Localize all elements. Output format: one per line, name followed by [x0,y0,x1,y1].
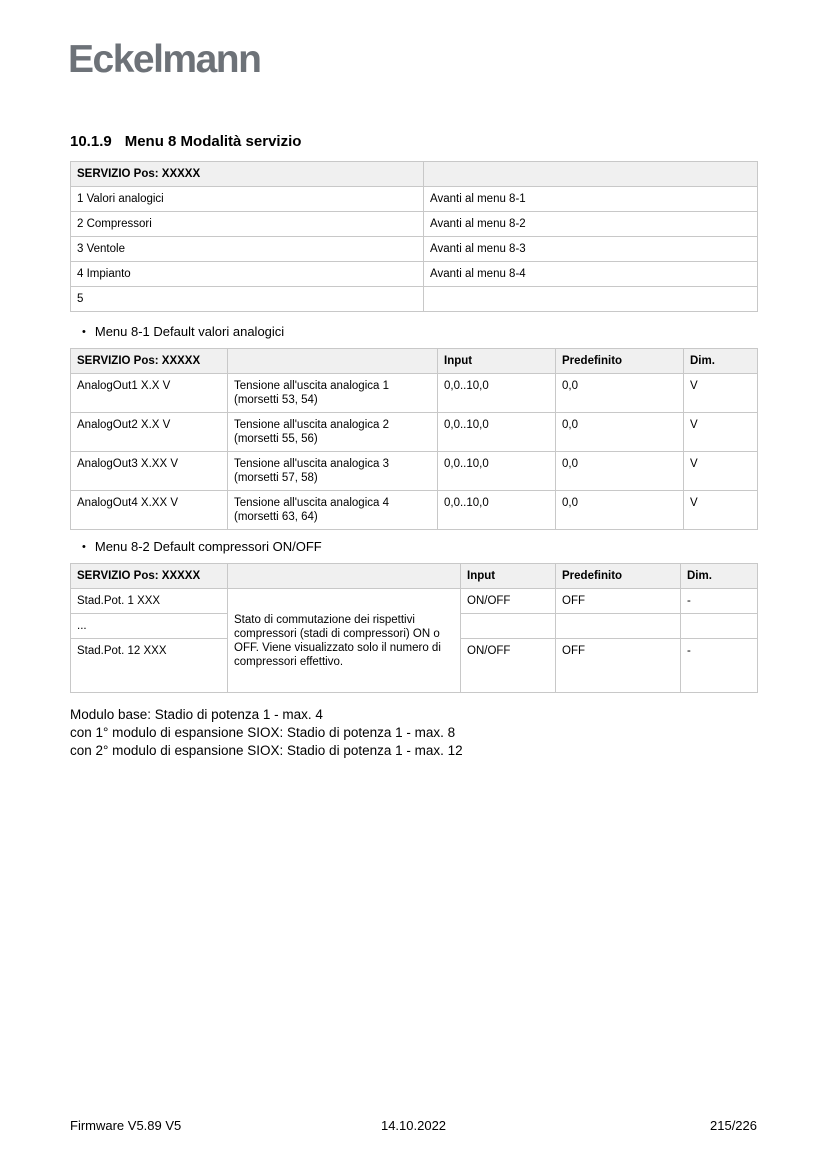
cell-item: 1 Valori analogici [71,187,424,212]
section-heading [70,133,301,150]
eckelmann-logo: Eckelmann [68,38,261,81]
note-line: con 2° modulo di espansione SIOX: Stadio di potenza 1 - max. 12 [70,743,463,758]
cell-item: 5 [71,287,424,312]
cell-target: Avanti al menu 8-2 [424,212,758,237]
cell-input: 0,0..10,0 [438,452,556,491]
footer-page-number: 215/226 [710,1118,757,1133]
cell-input: 0,0..10,0 [438,413,556,452]
cell-desc: Tensione all'uscita analogica 1 (morsetti 53, 54) [228,374,438,413]
cell-desc: Tensione all'uscita analogica 2 (morsetti 55, 56) [228,413,438,452]
cell-desc: Tensione all'uscita analogica 3 (morsetti 57, 58) [228,452,438,491]
header-predefinito: Predefinito [556,564,681,589]
header-desc [228,349,438,374]
bullet-label: Menu 8-1 Default valori analogici [94,324,285,339]
cell-dim: V [684,491,758,530]
header-servizio-pos: SERVIZIO Pos: XXXXX [71,564,228,589]
section-title: Menu 8 Modalità servizio [124,133,302,150]
cell-target: Avanti al menu 8-3 [424,237,758,262]
cell-merged-desc: Stato di commutazione dei rispettivi compressori (stadi di compressori) ON o OFF. Viene visualizzato solo il numero di compressori effettivo. [228,589,461,693]
header-dim: Dim. [684,349,758,374]
header-dim: Dim. [681,564,758,589]
analog-defaults-table [70,348,758,530]
bullet-icon: • [82,326,86,338]
cell-dim: V [684,374,758,413]
cell-default: OFF [556,589,681,614]
footer-firmware-version: Firmware V5.89 V5 [70,1118,182,1133]
cell-pos: Stad.Pot. 12 XXX [71,639,228,693]
menu-table [70,161,758,312]
cell-default: 0,0 [556,452,684,491]
note-line: Modulo base: Stadio di potenza 1 - max. 4 [70,707,323,722]
bullet-icon: • [82,541,86,553]
header-servizio-pos: SERVIZIO Pos: XXXXX [71,162,424,187]
cell-default: 0,0 [556,374,684,413]
cell-default: OFF [556,639,681,693]
cell-input: ON/OFF [461,639,556,693]
cell-input [461,614,556,639]
cell-dim: - [681,639,758,693]
cell-pos: Stad.Pot. 1 XXX [71,589,228,614]
section-number: 10.1.9 [70,133,112,150]
cell-dim: V [684,452,758,491]
cell-pos: AnalogOut4 X.XX V [71,491,228,530]
bullet-menu-8-1 [82,324,284,340]
table-row [71,374,758,413]
cell-dim [681,614,758,639]
cell-dim: - [681,589,758,614]
cell-pos: AnalogOut3 X.XX V [71,452,228,491]
table-row [71,262,758,287]
cell-pos: AnalogOut1 X.X V [71,374,228,413]
cell-input: 0,0..10,0 [438,491,556,530]
header-empty [424,162,758,187]
header-servizio-pos: SERVIZIO Pos: XXXXX [71,349,228,374]
note-line: con 1° modulo di espansione SIOX: Stadio di potenza 1 - max. 8 [70,725,456,740]
table-row [71,212,758,237]
cell-target: Avanti al menu 8-4 [424,262,758,287]
cell-default [556,614,681,639]
table-row [71,589,758,614]
compressor-defaults-table [70,563,758,693]
cell-item: 4 Impianto [71,262,424,287]
table-header-row [71,349,758,374]
table-header-row [71,162,758,187]
bullet-label: Menu 8-2 Default compressori ON/OFF [94,539,322,554]
notes-paragraph [70,706,463,760]
cell-default: 0,0 [556,413,684,452]
cell-target: Avanti al menu 8-1 [424,187,758,212]
header-predefinito: Predefinito [556,349,684,374]
cell-input: 0,0..10,0 [438,374,556,413]
cell-pos: ... [71,614,228,639]
cell-desc: Tensione all'uscita analogica 4 (morsetti 63, 64) [228,491,438,530]
table-header-row [71,564,758,589]
cell-item: 3 Ventole [71,237,424,262]
cell-default: 0,0 [556,491,684,530]
cell-pos: AnalogOut2 X.X V [71,413,228,452]
cell-input: ON/OFF [461,589,556,614]
table-row [71,452,758,491]
table-row [71,187,758,212]
header-input: Input [438,349,556,374]
table-row [71,237,758,262]
header-desc [228,564,461,589]
cell-dim: V [684,413,758,452]
header-input: Input [461,564,556,589]
table-row [71,287,758,312]
table-row [71,491,758,530]
bullet-menu-8-2 [82,539,322,555]
footer-date: 14.10.2022 [380,1118,447,1133]
table-row [71,413,758,452]
cell-target [424,287,758,312]
cell-item: 2 Compressori [71,212,424,237]
